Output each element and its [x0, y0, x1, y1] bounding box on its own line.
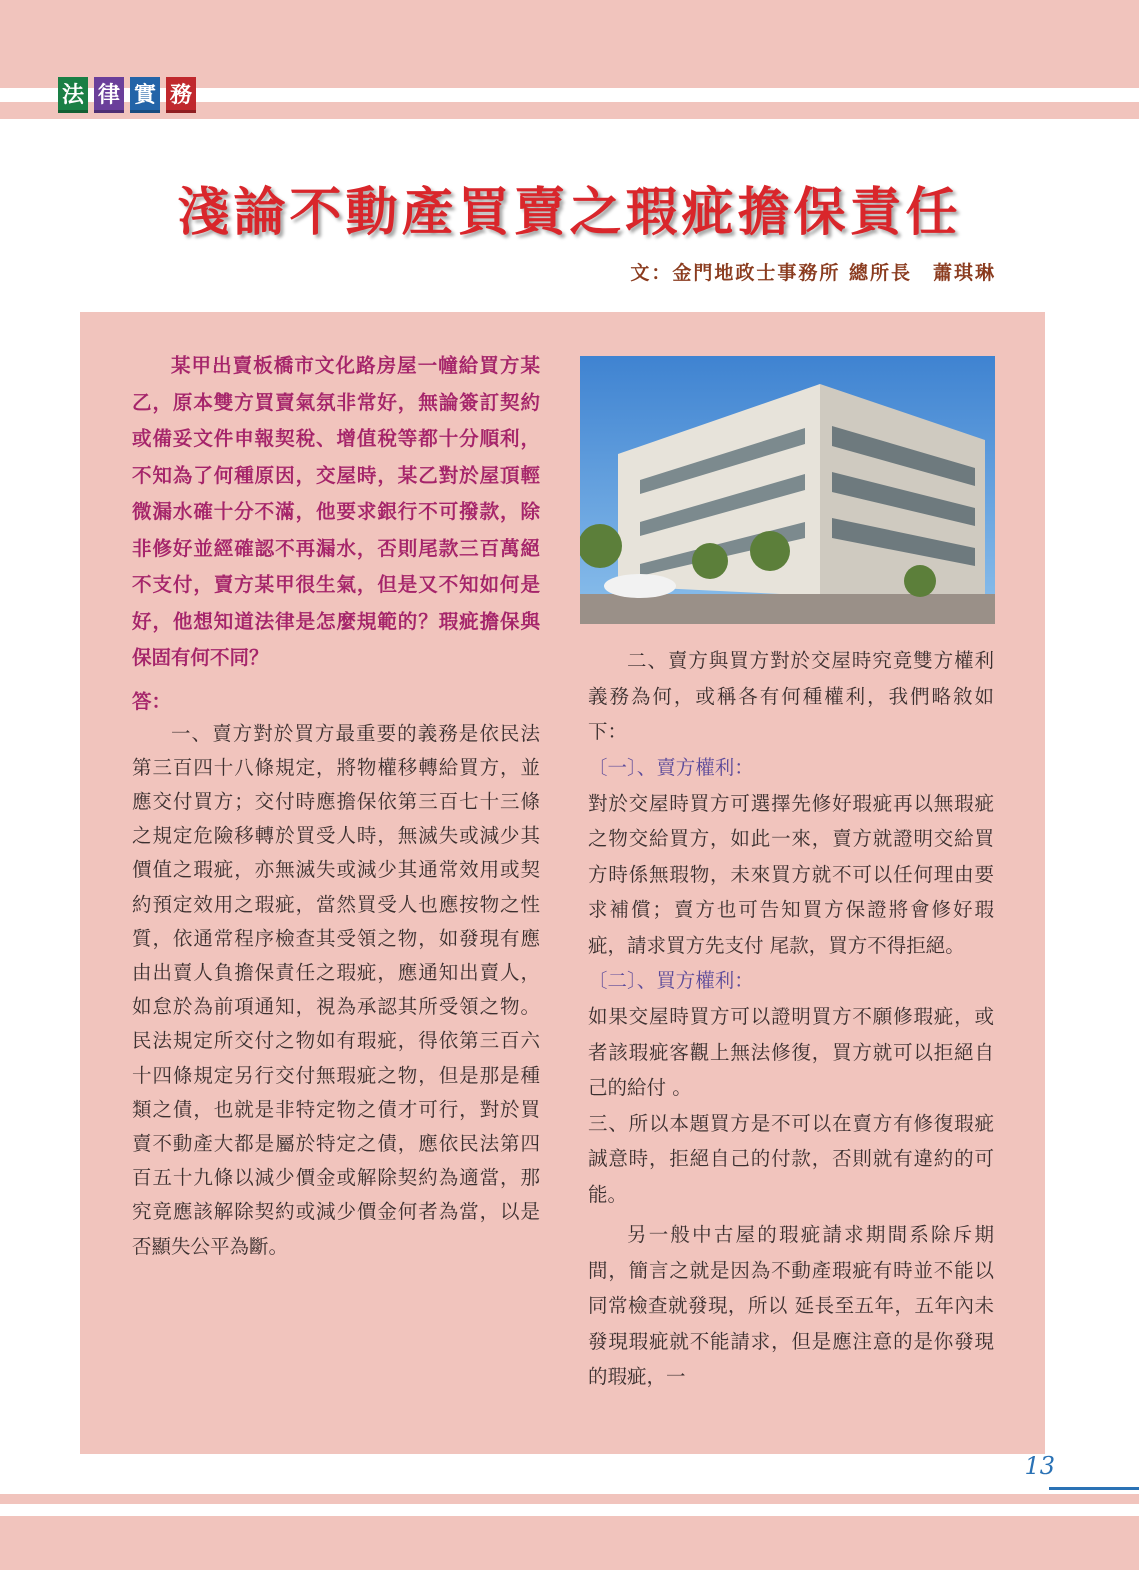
seller-rights-text: 對於交屋時買方可選擇先修好瑕疵再以無瑕疵之物交給買方，如此一來，賣方就證明交給買方時係無瑕物，未來買方就不可以任何理由要求補償；賣方也可告知買方保證將會修好瑕疵，請求買方先支付 尾款，買方不得拒絕。	[588, 791, 994, 957]
header-band	[0, 0, 1139, 88]
buyer-rights-text: 如果交屋時買方可以證明買方不願修瑕疵，或者該瑕疵客觀上無法修復，買方就可以拒絕自己的給付 。	[588, 1005, 994, 1099]
answer-part-2-intro: 二、賣方與買方對於交屋時究竟雙方權利義務為何，或稱各有何種權利，我們略敘如下：	[588, 649, 994, 743]
closing-paragraph: 另一般中古屋的瑕疵請求期間系除斥期間，簡言之就是因為不動產瑕疵有時並不能以同常檢查就發現，所以 延長至五年，五年內未發現瑕疵就不能請求，但是應注意的是你發現的瑕疵，一	[588, 1223, 994, 1388]
section-tag-char: 律	[94, 77, 124, 113]
section-tag	[58, 77, 196, 113]
page-number-rule	[1049, 1487, 1139, 1490]
article-byline: 文：金門地政士事務所 總所長 蕭琪琳	[630, 262, 996, 284]
buyer-rights-heading: 〔二〕、買方權利：	[588, 969, 754, 992]
answer-part-3: 三、所以本題買方是不可以在賣方有修復瑕疵誠意時，拒絕自己的付款，否則就有違約的可能。	[588, 1111, 994, 1206]
footer-stripe	[0, 1494, 1139, 1504]
intro-question: 某甲出賣板橋市文化路房屋一幢給買方某乙，原本雙方買賣氣氛非常好，無論簽訂契約或備妥文件申報契稅、增值稅等都十分順利，不知為了何種原因，交屋時，某乙對於屋頂輕微漏水確十分不滿，他要求銀行不可撥款，除非修好並經確認不再漏水，否則尾款三百萬絕不支付，賣方某甲很生氣，但是又不知如何是好，他想知道法律是怎麼規範的？瑕疵擔保與保固有何不同？	[132, 354, 540, 669]
answer-label: 答：	[132, 689, 172, 713]
ground	[580, 594, 995, 624]
parked-car	[604, 574, 676, 598]
section-tag-char: 法	[58, 77, 88, 113]
left-column	[132, 348, 540, 1264]
answer-part-1: 一、賣方對於買方最重要的義務是依民法第三百四十八條規定，將物權移轉給買方，並應交付買方；交付時應擔保依第三百七十三條之規定危險移轉於買受人時，無滅失或減少其價值之瑕疵，亦無滅失或減少其通常效用或契約預定效用之瑕疵，當然買受人也應按物之性質，依通常程序檢查其受領之物，如發現有應由出賣人負擔保責任之瑕疵，應通知出賣人，如怠於為前項通知，視為承認其所受領之物。民法規定所交付之物如有瑕疵，得依第三百六十四條規定另行交付無瑕疵之物，但是那是種類之債，也就是非特定物之債才可行，對於買賣不動產大都是屬於特定之債，應依民法第四百五十九條以減少價金或解除契約為適當，那究竟應該解除契約或減少價金何者為當，以是否顯失公平為斷。	[132, 721, 540, 1258]
page-number: 13	[1024, 1452, 1055, 1480]
section-tag-char: 務	[166, 77, 196, 113]
article-title: 淺論不動產買賣之瑕疵擔保責任	[177, 183, 962, 243]
seller-rights-heading: 〔一〕、賣方權利：	[588, 755, 754, 779]
right-column	[588, 643, 994, 1395]
section-tag-char: 實	[130, 77, 160, 113]
building-photo	[580, 356, 995, 624]
footer-band	[0, 1516, 1139, 1570]
